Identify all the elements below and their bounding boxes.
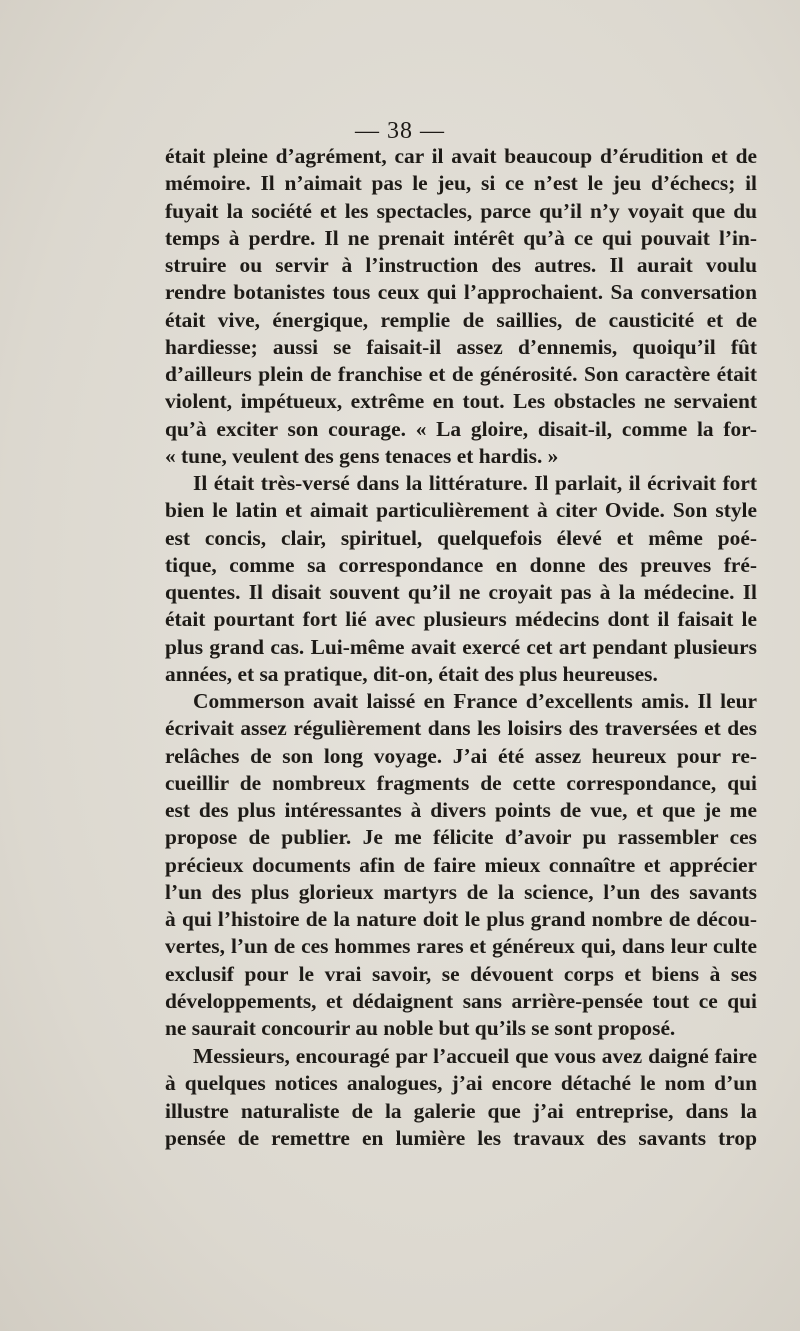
text-line: était pourtant fort lié avec plusieurs médecins dont il faisait le bbox=[165, 607, 757, 632]
text-line: est des plus intéressantes à divers points de vue, et que je me bbox=[165, 798, 757, 822]
text-line: plus grand cas. Lui-même avait exercé cet art pendant plusieurs bbox=[165, 634, 757, 659]
text-line: hardiesse; aussi se faisait-il assez d’ennemis, quoiqu’il fût bbox=[165, 334, 757, 359]
text-line: précieux documents afin de faire mieux connaître et apprécier bbox=[165, 852, 757, 877]
text-line: écrivait assez régulièrement dans les loisirs des traversées et des bbox=[165, 716, 757, 741]
text-line: illustre naturaliste de la galerie que j’ai entreprise, dans la bbox=[165, 1098, 757, 1123]
text-line: ne saurait concourir au noble but qu’ils se sont proposé. bbox=[165, 1016, 676, 1040]
text-line: Messieurs, encouragé par l’accueil que vous avez daigné faire bbox=[193, 1044, 757, 1068]
text-line: pensée de remettre en lumière les travaux des savants trop bbox=[165, 1125, 757, 1150]
text-line: relâches de son long voyage. J’ai été assez heureux pour re- bbox=[165, 743, 757, 768]
text-line: est concis, clair, spirituel, quelquefois élevé et même poé- bbox=[165, 525, 757, 550]
text-line: violent, impétueux, extrême en tout. Les obstacles ne servaient bbox=[165, 389, 757, 414]
text-line: d’ailleurs plein de franchise et de générosité. Son caractère était bbox=[165, 362, 757, 386]
text-line: Commerson avait laissé en France d’excellents amis. Il leur bbox=[193, 689, 757, 713]
text-line: l’un des plus glorieux martyrs de la science, l’un des savants bbox=[165, 879, 757, 904]
text-line: quentes. Il disait souvent qu’il ne croyait pas à la médecine. Il bbox=[165, 580, 757, 604]
paragraph-main bbox=[165, 143, 757, 1042]
text-line: qu’à exciter son courage. « La gloire, disait-il, comme la for- bbox=[165, 416, 757, 441]
text-line: bien le latin et aimait particulièrement à citer Ovide. Son style bbox=[165, 498, 757, 523]
text-line: tique, comme sa correspondance en donne des preuves fré- bbox=[165, 552, 757, 577]
text-line: fuyait la société et les spectacles, parce qu’il n’y voyait que du bbox=[165, 198, 757, 223]
text-line: années, et sa pratique, dit-on, était des plus heureuses. bbox=[165, 661, 658, 686]
text-line: propose de publier. Je me félicite d’avoir pu rassembler ces bbox=[165, 825, 757, 850]
text-line: « tune, veulent des gens tenaces et hardis. » bbox=[165, 443, 559, 468]
page-number: — 38 — bbox=[355, 118, 445, 144]
text-line: était vive, énergique, remplie de saillies, de causticité et de bbox=[165, 307, 757, 332]
text-line: vertes, l’un de ces hommes rares et généreux qui, dans leur culte bbox=[165, 934, 757, 959]
text-line: à qui l’histoire de la nature doit le plus grand nombre de décou- bbox=[165, 907, 757, 931]
text-line: exclusif pour le vrai savoir, se dévouent corps et biens à ses bbox=[165, 961, 757, 986]
paragraph-closing bbox=[165, 1043, 757, 1152]
text-line: cueillir de nombreux fragments de cette correspondance, qui bbox=[165, 770, 757, 795]
text-line: temps à perdre. Il ne prenait intérêt qu’à ce qui pouvait l’in- bbox=[165, 225, 757, 250]
text-line: struire ou servir à l’instruction des autres. Il aurait voulu bbox=[165, 253, 757, 277]
text-line: mémoire. Il n’aimait pas le jeu, si ce n’est le jeu d’échecs; il bbox=[165, 171, 757, 196]
text-line: à quelques notices analogues, j’ai encore détaché le nom d’un bbox=[165, 1071, 757, 1096]
text-line: Il était très-versé dans la littérature. Il parlait, il écrivait fort bbox=[193, 471, 757, 495]
text-line: était pleine d’agrément, car il avait beaucoup d’érudition et de bbox=[165, 144, 757, 168]
text-line: rendre botanistes tous ceux qui l’approchaient. Sa conversation bbox=[165, 280, 757, 305]
text-line: développements, et dédaignent sans arrière-pensée tout ce qui bbox=[165, 988, 757, 1013]
